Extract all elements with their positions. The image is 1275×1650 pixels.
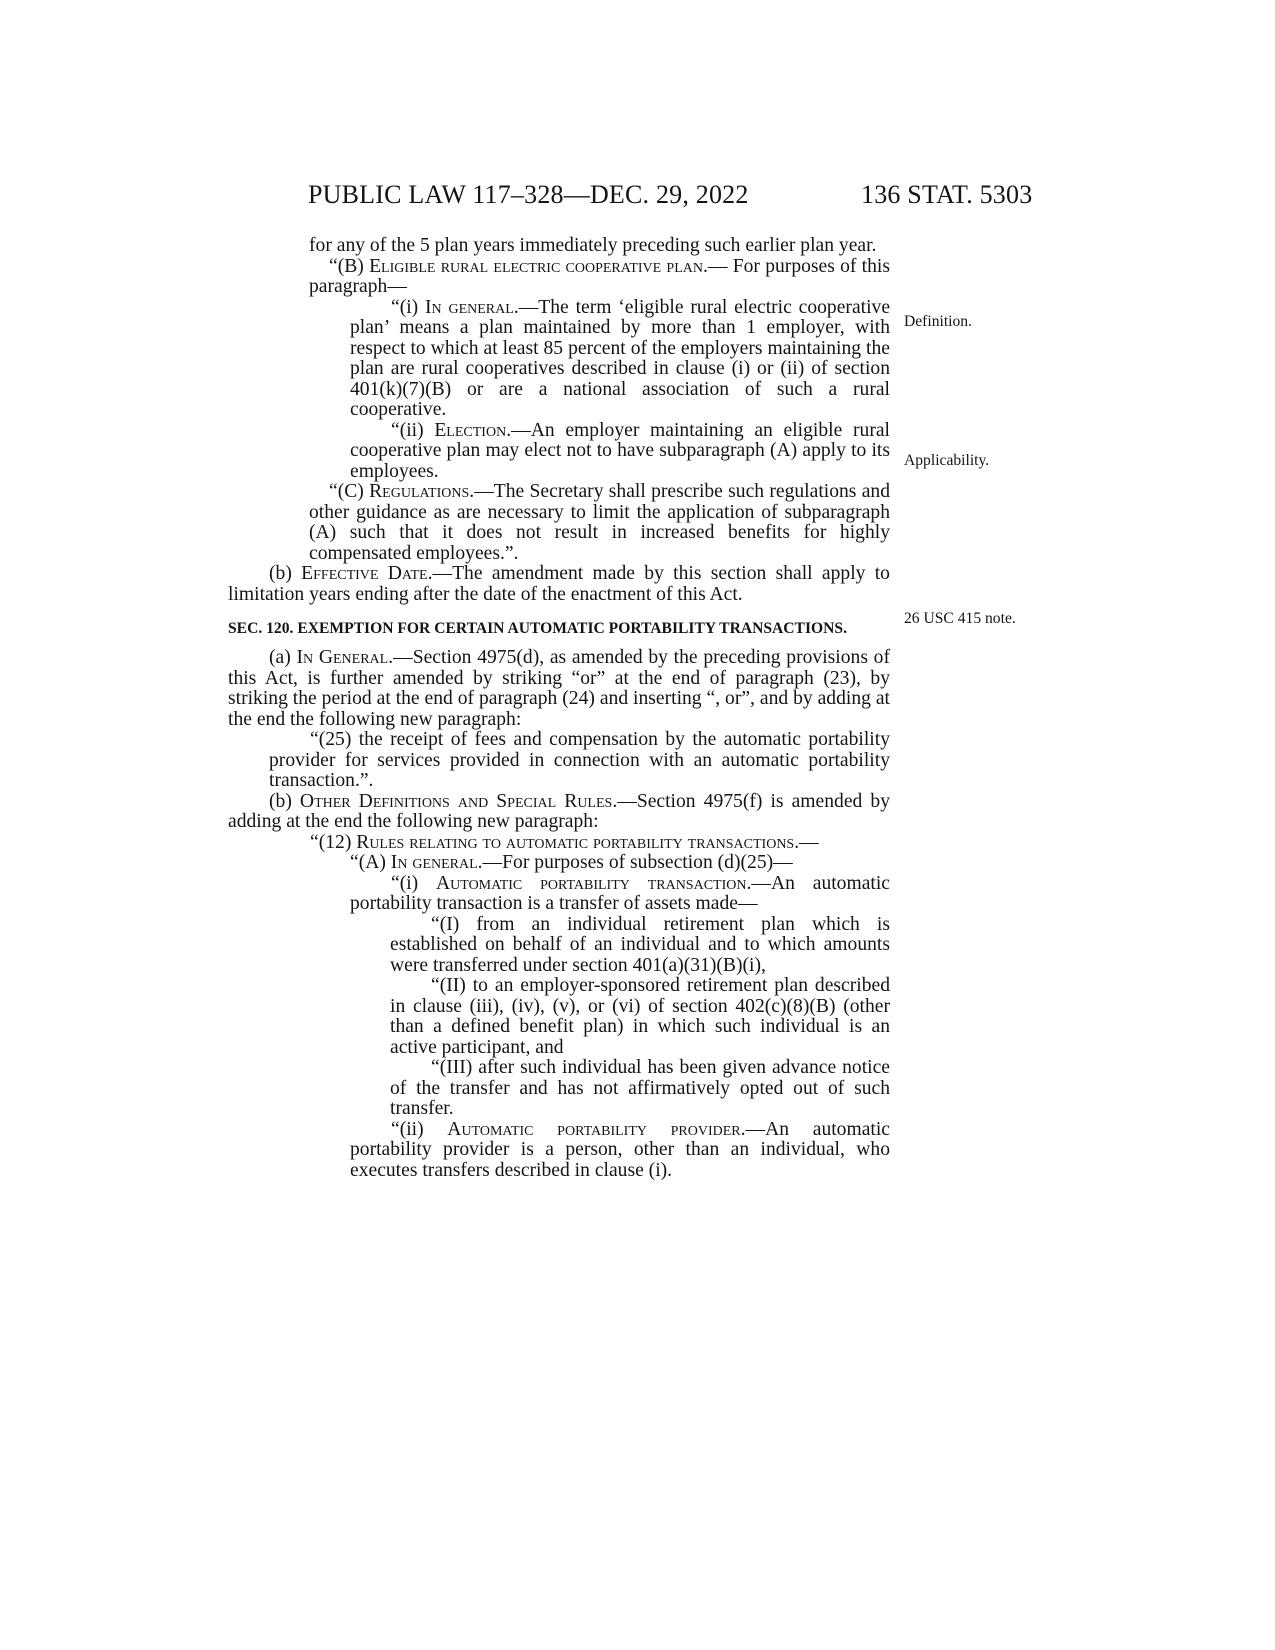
clause-ii: “(ii) Election.—An employer maintaining an eligible rural cooperative plan may elect not to have subparagraph (A) apply to its employees. <box>350 419 890 482</box>
section-heading: SEC. 120. EXEMPTION FOR CERTAIN AUTOMATIC PORTABILITY TRANSACTIONS. <box>228 620 847 637</box>
subsection-b-effective-date: (b) Effective Date.—The amendment made by this section shall apply to limitation years ending after the date of the enactment of this Act. <box>228 563 890 605</box>
running-header-title: PUBLIC LAW 117–328—DEC. 29, 2022 <box>308 180 749 209</box>
paragraph-12: “(12) Rules relating to automatic portability transactions.— <box>310 831 819 853</box>
clause-i-transaction: “(i) Automatic portability transaction.—An automatic portability transaction is a transfer of assets made— <box>350 872 890 914</box>
clause-i: “(i) In general.—The term ‘eligible rural electric cooperative plan’ means a plan maintained by more than 1 employer, with respect to which at least 85 percent of the employers maintaining the plan are rural cooperatives described in clause (i) or (ii) of section 401(k)(7)(B) or are a national association of such a rural cooperative. <box>350 296 891 420</box>
paragraph: for any of the 5 plan years immediately preceding such earlier plan year. <box>309 235 877 256</box>
margin-note-definition: Definition. <box>904 313 972 330</box>
running-header-page: 136 STAT. 5303 <box>861 180 1033 209</box>
subsection-a: (a) In General.—Section 4975(d), as amended by the preceding provisions of this Act, is further amended by striking “or” at the end of paragraph (23), by striking the period at the end of paragraph (24) and inserting “, or”, and by adding at the end the following new paragraph: <box>228 647 890 730</box>
subsection-b-definitions: (b) Other Definitions and Special Rules.—Section 4975(f) is amended by adding at the end the following new paragraph: <box>228 790 890 832</box>
clause-ii-provider: “(ii) Automatic portability provider.—An automatic portability provider is a person, other than an individual, who executes transfers described in clause (i). <box>350 1118 891 1181</box>
paragraph-C: “(C) Regulations.—The Secretary shall prescribe such regulations and other guidance as are necessary to limit the application of subparagraph (A) such that it does not result in increased benefits for highly compensated employees.”. <box>309 481 890 564</box>
subclause-III: “(III) after such individual has been given advance notice of the transfer and has not affirmatively opted out of such transfer. <box>390 1057 890 1119</box>
paragraph-25: “(25) the receipt of fees and compensation by the automatic portability provider for services provided in connection with an automatic portability transaction.”. <box>269 729 890 791</box>
statute-body <box>228 236 890 1181</box>
paragraph-B: “(B) Eligible rural electric cooperative plan.— For purposes of this paragraph— <box>309 255 890 297</box>
subclause-I: “(I) from an individual retirement plan which is established on behalf of an individual and to which amounts were transferred under section 401(a)(31)(B)(i), <box>390 913 890 976</box>
margin-note-applicability: Applicability. <box>904 452 990 469</box>
subclause-II: “(II) to an employer-sponsored retirement plan described in clause (iii), (iv), (v), or (vi) of section 402(c)(8)(B) (other than a defined benefit plan) in which such individual is an active participant, and <box>390 975 890 1058</box>
margin-note-usc: 26 USC 415 note. <box>904 610 1016 627</box>
subparagraph-A: “(A) In general.—For purposes of subsection (d)(25)— <box>350 852 793 873</box>
